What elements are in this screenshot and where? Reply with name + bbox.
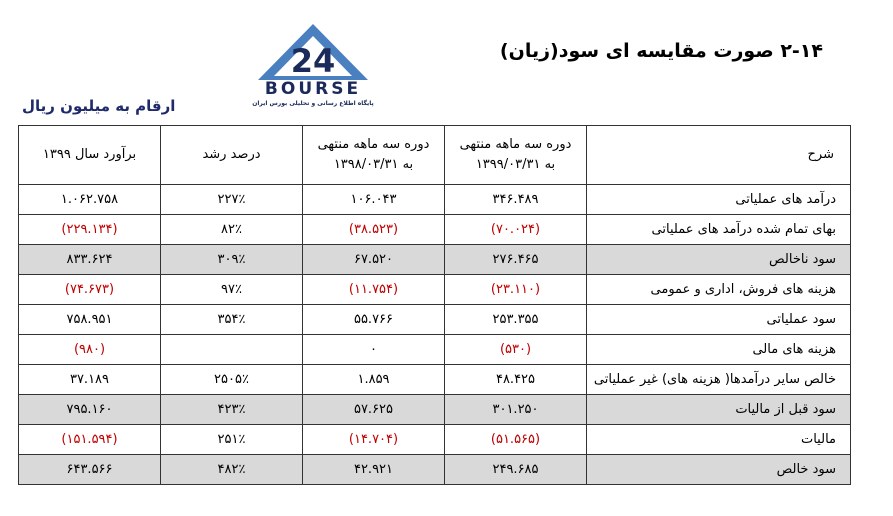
unit-note: ارقام به میلیون ریال bbox=[22, 97, 176, 115]
row-label: درآمد های عملیاتی bbox=[587, 185, 851, 215]
cell-growth: ۹۷٪ bbox=[161, 275, 303, 305]
cell-prior: (۳۸.۵۲۳) bbox=[303, 215, 445, 245]
cell-prior: (۱۱.۷۵۴) bbox=[303, 275, 445, 305]
cell-prior: ۴۲.۹۲۱ bbox=[303, 455, 445, 485]
bourse-logo bbox=[238, 22, 388, 112]
header-growth: درصد رشد bbox=[161, 126, 303, 185]
logo-mark-text: 24 bbox=[290, 42, 336, 80]
cell-current: ۴۸.۴۲۵ bbox=[445, 365, 587, 395]
cell-current: ۲۷۶.۴۶۵ bbox=[445, 245, 587, 275]
logo-name: BOURSE bbox=[264, 79, 362, 99]
row-label: سود ناخالص bbox=[587, 245, 851, 275]
row-label: هزینه های مالی bbox=[587, 335, 851, 365]
row-label: سود عملیاتی bbox=[587, 305, 851, 335]
header-estimate: برآورد سال ۱۳۹۹ bbox=[19, 126, 161, 185]
cell-prior: ۱.۸۵۹ bbox=[303, 365, 445, 395]
table-row bbox=[19, 185, 851, 215]
cell-current: (۷۰.۰۲۴) bbox=[445, 215, 587, 245]
logo-tagline: پایگاه اطلاع رسانی و تحلیلی بورس ایران bbox=[252, 100, 374, 107]
table-row bbox=[19, 335, 851, 365]
cell-estimate: (۹۸۰) bbox=[19, 335, 161, 365]
table-body bbox=[19, 185, 851, 485]
cell-prior: (۱۴.۷۰۴) bbox=[303, 425, 445, 455]
cell-growth: ۲۵۱٪ bbox=[161, 425, 303, 455]
cell-estimate: (۷۴.۶۷۳) bbox=[19, 275, 161, 305]
table-row bbox=[19, 395, 851, 425]
cell-estimate: ۳۷.۱۸۹ bbox=[19, 365, 161, 395]
cell-current: ۳۴۶.۴۸۹ bbox=[445, 185, 587, 215]
cell-prior: ۵۵.۷۶۶ bbox=[303, 305, 445, 335]
cell-estimate: (۲۲۹.۱۳۴) bbox=[19, 215, 161, 245]
cell-growth: ۲۲۷٪ bbox=[161, 185, 303, 215]
cell-prior: ۶۷.۵۲۰ bbox=[303, 245, 445, 275]
cell-current: (۵۳۰) bbox=[445, 335, 587, 365]
cell-current: (۲۳.۱۱۰) bbox=[445, 275, 587, 305]
table-row bbox=[19, 215, 851, 245]
cell-estimate: ۸۳۳.۶۲۴ bbox=[19, 245, 161, 275]
cell-estimate: ۱.۰۶۲.۷۵۸ bbox=[19, 185, 161, 215]
cell-estimate: ۶۴۳.۵۶۶ bbox=[19, 455, 161, 485]
cell-estimate: (۱۵۱.۵۹۴) bbox=[19, 425, 161, 455]
cell-current: (۵۱.۵۶۵) bbox=[445, 425, 587, 455]
row-label: سود قبل از مالیات bbox=[587, 395, 851, 425]
cell-prior: ۱۰۶.۰۴۳ bbox=[303, 185, 445, 215]
cell-growth: ۴۲۳٪ bbox=[161, 395, 303, 425]
table-row bbox=[19, 425, 851, 455]
cell-growth: ۳۰۹٪ bbox=[161, 245, 303, 275]
cell-estimate: ۷۵۸.۹۵۱ bbox=[19, 305, 161, 335]
table-row bbox=[19, 455, 851, 485]
report-title: ۲-۱۴ صورت مقایسه ای سود(زیان) bbox=[499, 40, 823, 62]
logo-mark-icon bbox=[238, 22, 388, 82]
header-period-current: دوره سه ماهه منتهی به ۱۳۹۹/۰۳/۳۱ bbox=[445, 126, 587, 185]
row-label: بهای تمام شده درآمد های عملیاتی bbox=[587, 215, 851, 245]
cell-growth: ۸۲٪ bbox=[161, 215, 303, 245]
table-row bbox=[19, 305, 851, 335]
cell-growth bbox=[161, 335, 303, 365]
cell-current: ۳۰۱.۲۵۰ bbox=[445, 395, 587, 425]
cell-prior: ۵۷.۶۲۵ bbox=[303, 395, 445, 425]
header-description: شرح bbox=[587, 126, 851, 185]
cell-estimate: ۷۹۵.۱۶۰ bbox=[19, 395, 161, 425]
cell-growth: ۲۵۰۵٪ bbox=[161, 365, 303, 395]
table-row bbox=[19, 275, 851, 305]
table-header-row bbox=[19, 126, 851, 185]
row-label: هزینه های فروش، اداری و عمومی bbox=[587, 275, 851, 305]
comparative-income-table bbox=[18, 125, 851, 485]
header-period-prior: دوره سه ماهه منتهی به ۱۳۹۸/۰۳/۳۱ bbox=[303, 126, 445, 185]
cell-current: ۲۵۳.۳۵۵ bbox=[445, 305, 587, 335]
cell-prior: ۰ bbox=[303, 335, 445, 365]
row-label: سود خالص bbox=[587, 455, 851, 485]
row-label: مالیات bbox=[587, 425, 851, 455]
row-label: خالص سایر درآمدها( هزینه های) غیر عملیاتی bbox=[587, 365, 851, 395]
cell-growth: ۴۸۲٪ bbox=[161, 455, 303, 485]
table-row bbox=[19, 245, 851, 275]
table-row bbox=[19, 365, 851, 395]
cell-growth: ۳۵۴٪ bbox=[161, 305, 303, 335]
cell-current: ۲۴۹.۶۸۵ bbox=[445, 455, 587, 485]
